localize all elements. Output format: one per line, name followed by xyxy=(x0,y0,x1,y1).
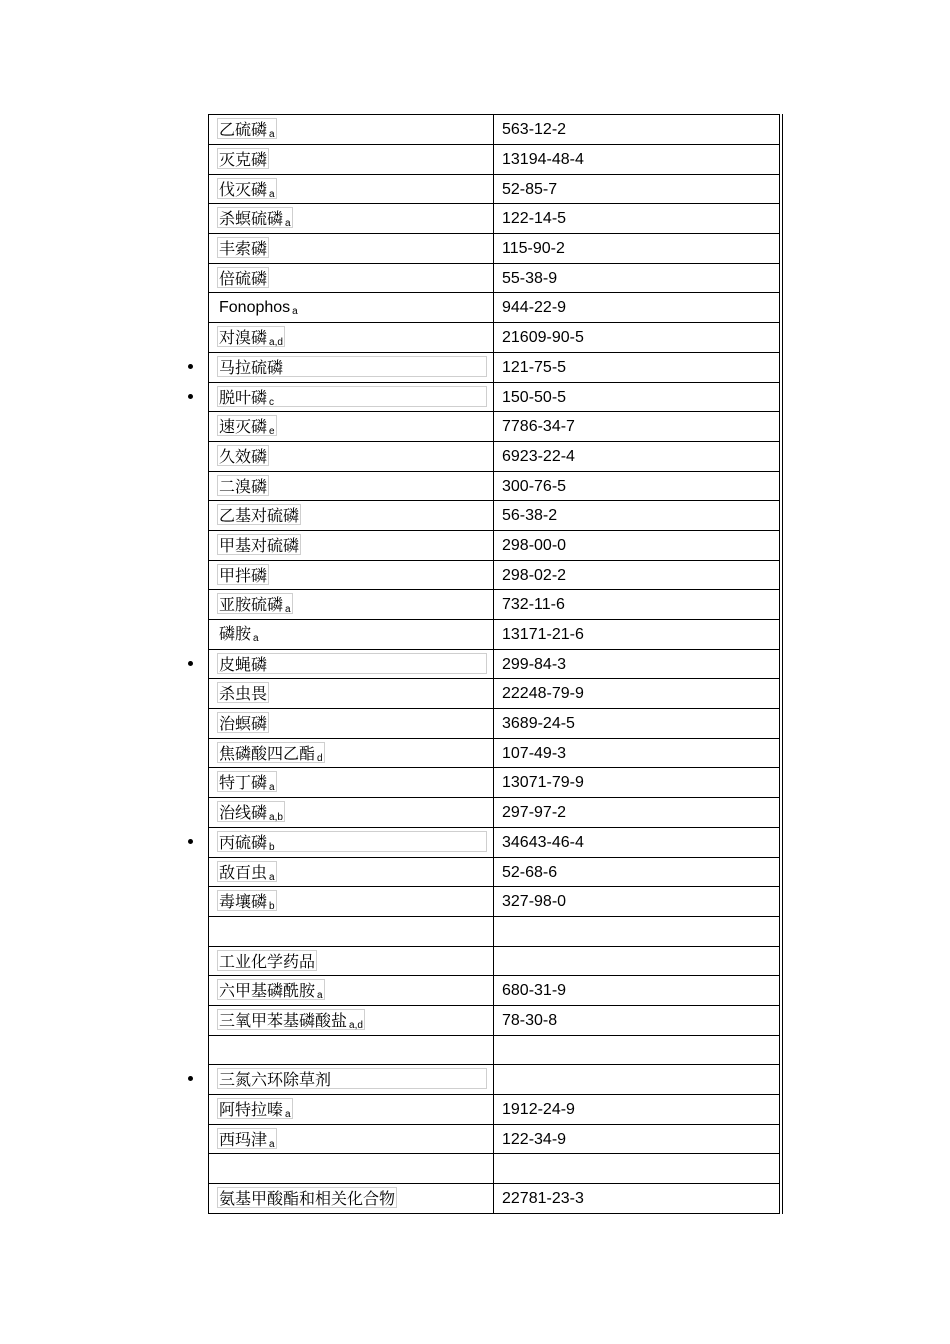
table-row xyxy=(208,442,780,472)
name-cell xyxy=(209,323,494,352)
name-cell xyxy=(209,1095,494,1124)
name-cell xyxy=(209,531,494,560)
cas-number: 107-49-3 xyxy=(502,744,567,762)
table-row xyxy=(208,798,780,828)
cas-number: 21609-90-5 xyxy=(502,329,584,347)
name-cell xyxy=(209,650,494,679)
footnote-marker: a xyxy=(292,306,298,318)
table-row xyxy=(208,650,780,680)
table-row xyxy=(208,353,780,383)
name-cell xyxy=(209,264,494,293)
chemical-name xyxy=(217,267,269,288)
chemical-name-text: 特丁磷 xyxy=(219,773,268,793)
chemical-name-text: 灭克磷 xyxy=(219,150,268,169)
chemical-name-text: 杀螟硫磷 xyxy=(219,209,284,229)
chemical-name-text: 亚胺硫磷 xyxy=(219,595,284,615)
cas-number: 297-97-2 xyxy=(502,804,567,822)
name-cell xyxy=(209,620,494,649)
cas-cell xyxy=(494,264,779,293)
cas-cell xyxy=(494,145,779,174)
bullet-icon xyxy=(188,839,193,844)
table-row xyxy=(208,1125,780,1155)
table-row xyxy=(208,1036,780,1066)
name-cell xyxy=(209,1125,494,1154)
chemical-name xyxy=(217,475,269,496)
cas-cell xyxy=(494,1184,779,1213)
cas-number: 3689-24-5 xyxy=(502,715,575,733)
chemical-name xyxy=(217,118,277,139)
chemical-name-text: 焦磷酸四乙酯 xyxy=(219,743,316,763)
chemical-name-text: 丰索磷 xyxy=(219,239,268,259)
chemical-name xyxy=(217,148,269,169)
table-row xyxy=(208,531,780,561)
footnote-marker: a xyxy=(269,188,275,200)
cas-number: 13171-21-6 xyxy=(502,626,584,643)
table-row xyxy=(208,976,780,1006)
table-row xyxy=(208,947,780,977)
cas-cell xyxy=(494,1006,779,1035)
chemical-name-text: 杀虫畏 xyxy=(219,684,268,704)
bullet-icon xyxy=(188,661,193,666)
footnote-marker: e xyxy=(269,426,275,438)
chemical-name xyxy=(217,861,277,882)
chemical-name-text: 三氮六环除草剂 xyxy=(219,1070,332,1090)
table-row xyxy=(208,561,780,591)
table-row xyxy=(208,1184,780,1214)
name-cell xyxy=(209,858,494,887)
table-row xyxy=(208,590,780,620)
chemical-name-text: 丙硫磷 xyxy=(219,832,268,852)
name-cell xyxy=(209,561,494,590)
footnote-marker: a xyxy=(253,633,259,644)
name-cell xyxy=(209,383,494,412)
table-row xyxy=(208,264,780,294)
cas-number: 944-22-9 xyxy=(502,299,567,317)
cas-cell xyxy=(494,768,779,797)
footnote-marker: a,d xyxy=(269,337,283,349)
chemical-name xyxy=(217,1128,277,1149)
chemical-table xyxy=(208,114,780,1214)
footnote-marker: a xyxy=(285,604,291,616)
cas-cell xyxy=(494,383,779,412)
chemical-name-text: 伐灭磷 xyxy=(219,179,268,199)
chemical-name xyxy=(217,623,261,644)
cas-cell xyxy=(494,412,779,441)
chemical-name xyxy=(217,682,269,703)
cas-number: 150-50-5 xyxy=(502,388,567,406)
footnote-marker: a xyxy=(269,129,275,140)
cas-number: 7786-34-7 xyxy=(502,418,575,436)
chemical-name-text: 乙硫磷 xyxy=(219,120,268,139)
table-row xyxy=(208,679,780,709)
cas-cell xyxy=(494,531,779,560)
chemical-name-text: 速灭磷 xyxy=(219,417,268,437)
chemical-name-text: 阿特拉嗪 xyxy=(219,1100,284,1119)
name-cell xyxy=(209,976,494,1005)
chemical-name xyxy=(217,771,277,792)
name-cell xyxy=(209,887,494,916)
chemical-name xyxy=(217,831,487,852)
footnote-marker: c xyxy=(269,396,275,408)
name-cell xyxy=(209,739,494,768)
cas-number: 13071-79-9 xyxy=(502,774,584,792)
name-cell xyxy=(209,709,494,738)
chemical-name-text: 久效磷 xyxy=(219,446,268,466)
cas-cell xyxy=(494,1125,779,1154)
chemical-name-text: 甲拌磷 xyxy=(219,565,268,585)
footnote-marker: d xyxy=(317,752,323,764)
cas-cell xyxy=(494,115,779,144)
chemical-name-text: 三氧甲苯基磷酸盐 xyxy=(219,1010,348,1030)
name-cell xyxy=(209,1006,494,1035)
cas-cell xyxy=(494,620,779,649)
name-cell xyxy=(209,679,494,708)
chemical-name-text: 毒壤磷 xyxy=(219,892,268,912)
chemical-name xyxy=(217,1098,293,1119)
cas-cell xyxy=(494,828,779,857)
chemical-name-text: 治螟磷 xyxy=(219,714,268,734)
cas-cell xyxy=(494,917,779,946)
cas-cell xyxy=(494,709,779,738)
chemical-name xyxy=(217,296,300,317)
footnote-marker: a xyxy=(285,1109,291,1120)
chemical-name xyxy=(217,415,277,436)
cas-cell xyxy=(494,858,779,887)
chemical-name xyxy=(217,356,487,377)
cas-number: 115-90-2 xyxy=(502,240,565,258)
cas-cell xyxy=(494,472,779,501)
footnote-marker: b xyxy=(269,901,275,913)
table-row xyxy=(208,472,780,502)
chemical-name xyxy=(217,979,325,1000)
name-cell xyxy=(209,1036,494,1065)
table-row xyxy=(208,620,780,650)
chemical-name xyxy=(217,890,277,911)
name-cell xyxy=(209,590,494,619)
name-cell xyxy=(209,828,494,857)
table-row xyxy=(208,293,780,323)
name-cell xyxy=(209,442,494,471)
cas-cell xyxy=(494,679,779,708)
footnote-marker: a xyxy=(269,1138,275,1150)
table-row xyxy=(208,234,780,264)
chemical-name xyxy=(217,742,325,763)
cas-number: 52-85-7 xyxy=(502,180,558,198)
name-cell xyxy=(209,204,494,233)
table-row xyxy=(208,1006,780,1036)
name-cell xyxy=(209,1065,494,1094)
chemical-name-text: 西玛津 xyxy=(219,1129,268,1149)
chemical-name-text: 氨基甲酸酯和相关化合物 xyxy=(219,1189,396,1209)
name-cell xyxy=(209,798,494,827)
table-row xyxy=(208,145,780,175)
footnote-marker: a xyxy=(317,990,323,1002)
cas-cell xyxy=(494,293,779,322)
chemical-name xyxy=(217,534,301,555)
table-row xyxy=(208,739,780,769)
cas-number: 6923-22-4 xyxy=(502,447,575,465)
name-cell xyxy=(209,917,494,946)
name-cell xyxy=(209,115,494,144)
cas-number: 327-98-0 xyxy=(502,893,567,911)
chemical-name-text: 治线磷 xyxy=(219,803,268,823)
chemical-name-text: 马拉硫磷 xyxy=(219,357,284,377)
cas-number: 52-68-6 xyxy=(502,863,558,881)
cas-cell xyxy=(494,798,779,827)
table-row xyxy=(208,917,780,947)
footnote-marker: a xyxy=(269,782,275,794)
chemical-name xyxy=(217,1009,365,1030)
cas-number: 22248-79-9 xyxy=(502,685,584,703)
cas-number: 563-12-2 xyxy=(502,121,567,138)
chemical-name-text: 乙基对硫磷 xyxy=(219,506,300,526)
name-cell xyxy=(209,1154,494,1183)
chemical-name xyxy=(217,237,269,258)
footnote-marker: a xyxy=(269,871,275,883)
footnote-marker: a xyxy=(285,218,291,230)
chemical-name-text: Fonophos xyxy=(219,299,291,317)
bullet-icon xyxy=(188,364,193,369)
table-row xyxy=(208,412,780,442)
cas-number: 122-34-9 xyxy=(502,1130,567,1148)
chemical-name xyxy=(217,950,317,971)
chemical-name-text: 工业化学药品 xyxy=(219,951,316,971)
cas-number: 78-30-8 xyxy=(502,1011,558,1029)
chemical-name xyxy=(217,801,285,822)
table-row xyxy=(208,887,780,917)
chemical-name xyxy=(217,712,269,733)
name-cell xyxy=(209,293,494,322)
chemical-name xyxy=(217,653,487,674)
name-cell xyxy=(209,353,494,382)
table-row xyxy=(208,1095,780,1125)
chemical-name-text: 二溴磷 xyxy=(219,476,268,496)
cas-cell xyxy=(494,204,779,233)
chemical-name xyxy=(217,564,269,585)
cas-number: 13194-48-4 xyxy=(502,151,584,168)
table-row xyxy=(208,114,780,145)
cas-cell xyxy=(494,442,779,471)
chemical-name-text: 脱叶磷 xyxy=(219,387,268,407)
chemical-name-text: 倍硫磷 xyxy=(219,268,268,288)
cas-number: 1912-24-9 xyxy=(502,1101,575,1118)
table-row xyxy=(208,204,780,234)
chemical-name xyxy=(217,1068,487,1089)
cas-cell xyxy=(494,323,779,352)
cas-number: 56-38-2 xyxy=(502,507,558,525)
cas-number: 299-84-3 xyxy=(502,655,567,673)
cas-number: 298-02-2 xyxy=(502,566,567,584)
name-cell xyxy=(209,145,494,174)
cas-number: 121-75-5 xyxy=(502,358,567,376)
cas-cell xyxy=(494,501,779,530)
cas-cell xyxy=(494,561,779,590)
table-row xyxy=(208,1065,780,1095)
cas-number: 55-38-9 xyxy=(502,269,558,287)
cas-cell xyxy=(494,887,779,916)
cas-cell xyxy=(494,353,779,382)
chemical-name-text: 敌百虫 xyxy=(219,862,268,882)
name-cell xyxy=(209,412,494,441)
table-row xyxy=(208,501,780,531)
table-row xyxy=(208,175,780,205)
table-row xyxy=(208,323,780,353)
chemical-name-text: 皮蝇磷 xyxy=(219,654,268,674)
chemical-name-text: 六甲基磷酰胺 xyxy=(219,981,316,1001)
cas-cell xyxy=(494,1036,779,1065)
chemical-name-text: 磷胺 xyxy=(219,626,252,643)
name-cell xyxy=(209,768,494,797)
cas-number: 300-76-5 xyxy=(502,477,567,495)
name-cell xyxy=(209,1184,494,1213)
cas-cell xyxy=(494,1154,779,1183)
chemical-name-text: 对溴磷 xyxy=(219,328,268,348)
name-cell xyxy=(209,175,494,204)
chemical-name xyxy=(217,326,285,347)
table-row xyxy=(208,1154,780,1184)
bullet-icon xyxy=(188,1076,193,1081)
chemical-name xyxy=(217,386,487,407)
name-cell xyxy=(209,947,494,976)
cas-number: 34643-46-4 xyxy=(502,833,584,851)
chemical-name xyxy=(217,504,301,525)
table-row xyxy=(208,709,780,739)
bullet-icon xyxy=(188,394,193,399)
cas-cell xyxy=(494,650,779,679)
cas-number: 680-31-9 xyxy=(502,982,567,1000)
cas-cell xyxy=(494,175,779,204)
chemical-name xyxy=(217,593,293,614)
name-cell xyxy=(209,234,494,263)
cas-number: 298-00-0 xyxy=(502,536,567,554)
cas-cell xyxy=(494,947,779,976)
cas-cell xyxy=(494,234,779,263)
chemical-name-text: 甲基对硫磷 xyxy=(219,535,300,555)
footnote-marker: a,d xyxy=(349,1019,363,1031)
cas-cell xyxy=(494,590,779,619)
footnote-marker: b xyxy=(269,841,275,853)
footnote-marker: a,b xyxy=(269,812,283,824)
table-row xyxy=(208,828,780,858)
chemical-name xyxy=(217,207,293,228)
chemical-name xyxy=(217,1187,397,1208)
cas-cell xyxy=(494,1095,779,1124)
cas-cell xyxy=(494,976,779,1005)
chemical-name xyxy=(217,445,269,466)
cas-cell xyxy=(494,739,779,768)
name-cell xyxy=(209,472,494,501)
cas-number: 732-11-6 xyxy=(502,596,565,614)
table-row xyxy=(208,768,780,798)
cas-number: 122-14-5 xyxy=(502,210,567,228)
name-cell xyxy=(209,501,494,530)
cas-cell xyxy=(494,1065,779,1094)
table-row xyxy=(208,383,780,413)
cas-number: 22781-23-3 xyxy=(502,1190,584,1208)
table-row xyxy=(208,858,780,888)
chemical-name xyxy=(217,178,277,199)
